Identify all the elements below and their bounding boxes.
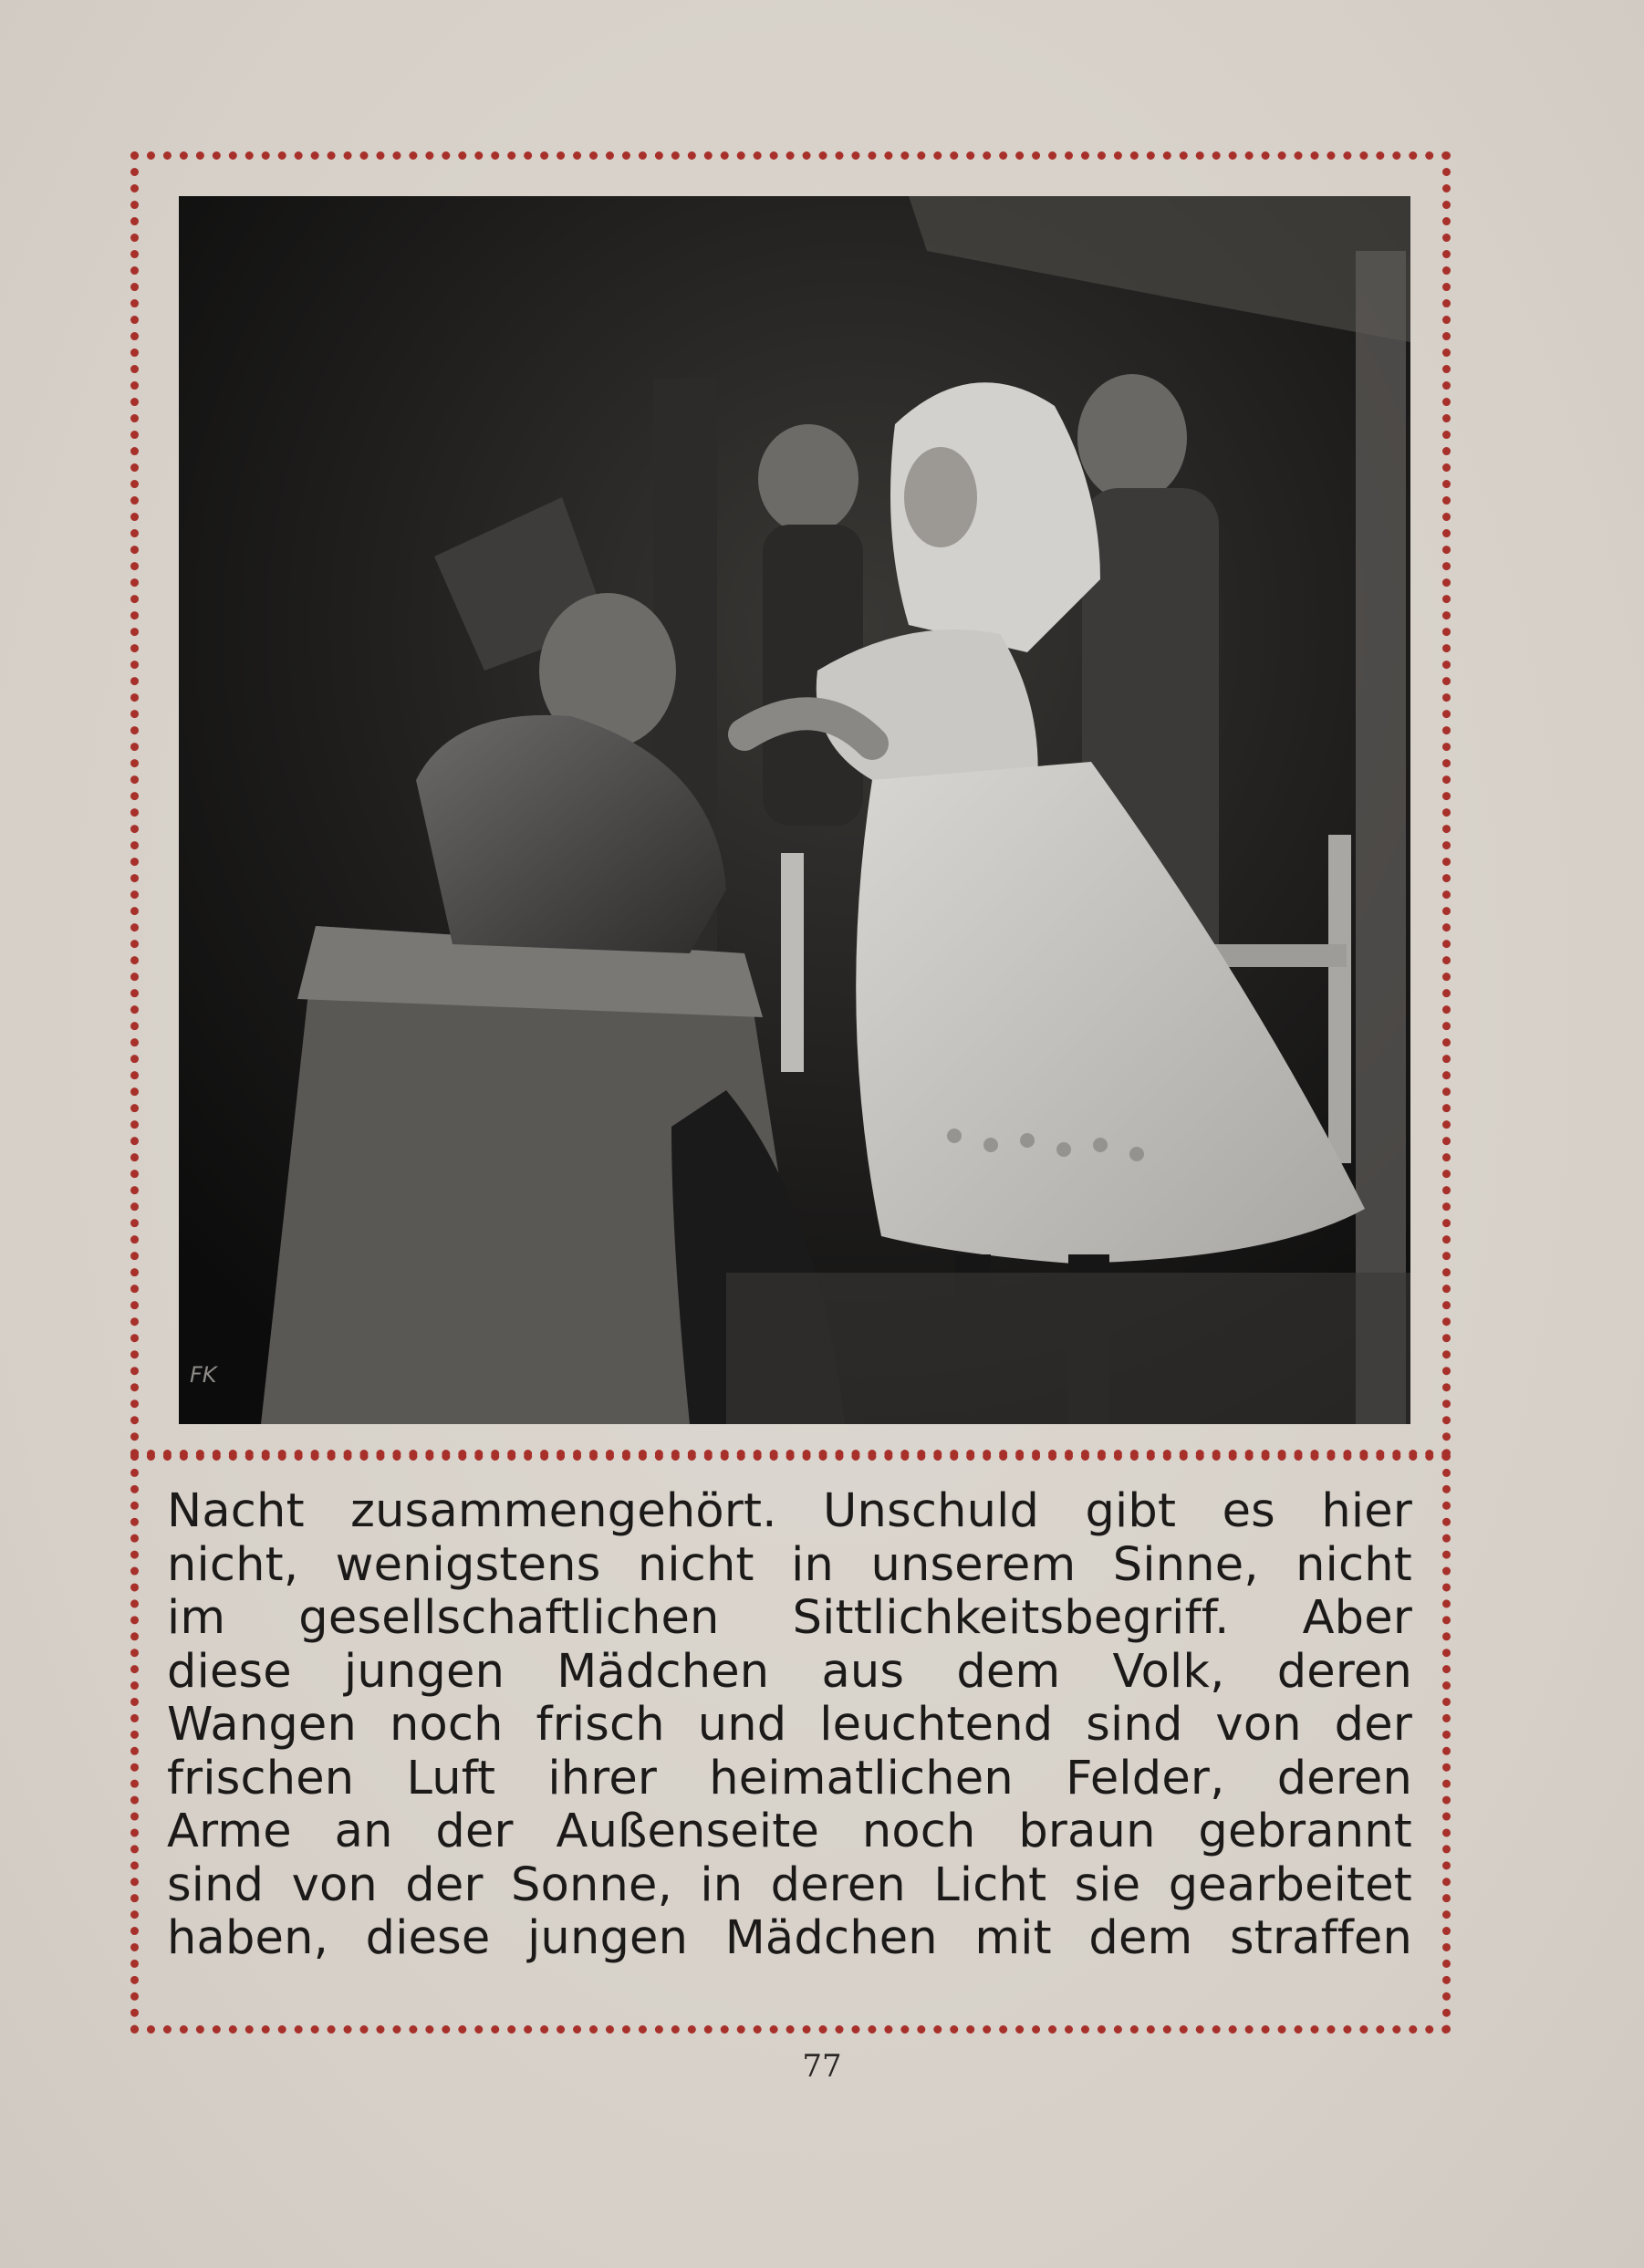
text-line: Wangen noch frisch und leuchtend sind von der	[167, 1699, 1412, 1752]
text-line: frischen Luft ihrer heimatlichen Felder, deren	[167, 1752, 1412, 1805]
text-line: Arme an der Außenseite noch braun gebrannt	[167, 1805, 1412, 1858]
text-line: diese jungen Mädchen aus dem Volk, deren	[167, 1645, 1412, 1699]
text-line: haben, diese jungen Mädchen mit dem straffen	[167, 1912, 1412, 1965]
text-line: nicht, wenigstens nicht in unserem Sinne, nicht	[167, 1538, 1412, 1592]
photo-monogram: FK	[190, 1362, 217, 1388]
page-number: 77	[802, 2048, 842, 2085]
photograph-illustration	[179, 196, 1410, 1424]
text-line: Nacht zusammengehört. Unschuld gibt es hier	[167, 1485, 1412, 1538]
body-text	[167, 1485, 1412, 1966]
photograph	[179, 196, 1410, 1424]
text-line: sind von der Sonne, in deren Licht sie gearbeitet	[167, 1858, 1412, 1912]
text-line: im gesellschaftlichen Sittlichkeitsbegriff. Aber	[167, 1592, 1412, 1645]
